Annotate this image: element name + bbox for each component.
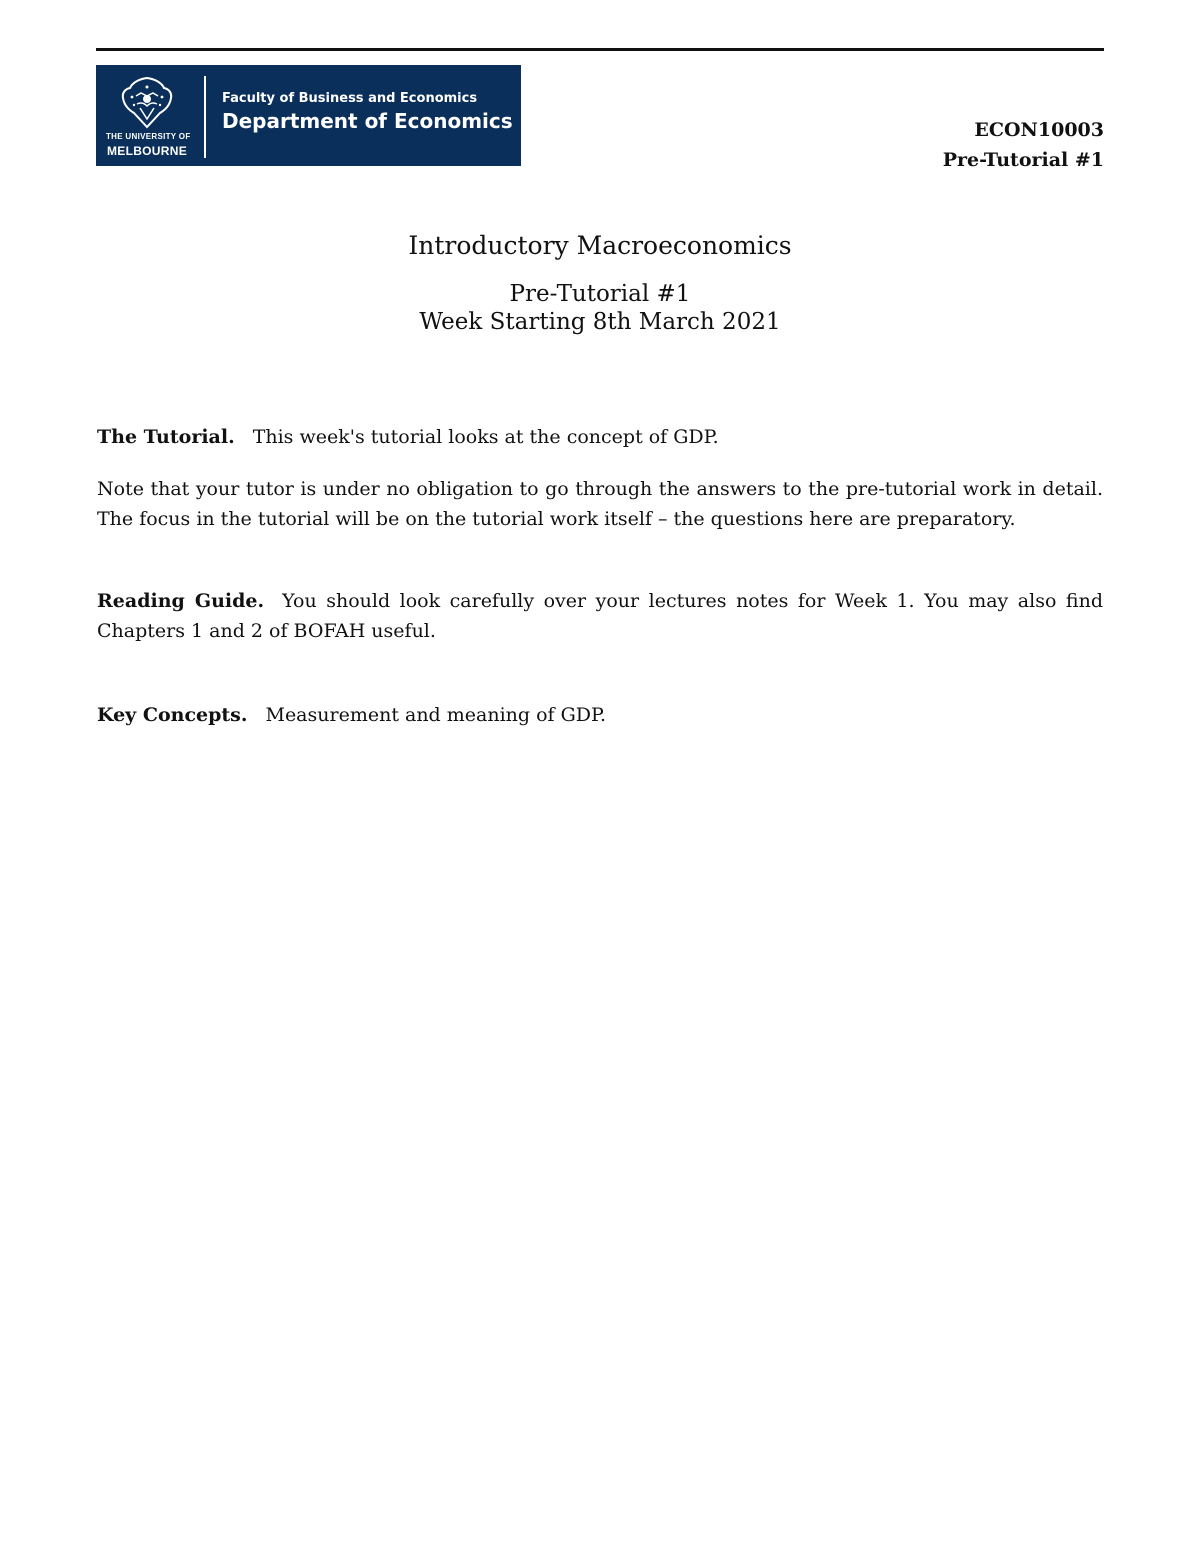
university-label-top: THE UNIVERSITY OF [106, 132, 191, 141]
key-concepts-text: Measurement and meaning of GDP. [265, 704, 606, 726]
university-crest-icon [117, 75, 177, 131]
department-name: Department of Economics [222, 109, 513, 133]
department-logo [96, 65, 521, 166]
subtitle-line-1: Pre-Tutorial #1 [509, 281, 691, 307]
reading-guide-text: You should look carefully over your lectures notes for Week 1. You may also find Chapters 1 and 2 of BOFAH useful. [97, 590, 1103, 642]
tutorial-paragraph [97, 422, 1103, 452]
university-crest [106, 75, 191, 158]
reading-guide-paragraph [97, 586, 1103, 646]
title-block [0, 228, 1200, 336]
document-title: Introductory Macroeconomics [408, 231, 792, 260]
logo-divider [204, 76, 206, 158]
faculty-name: Faculty of Business and Economics [222, 91, 478, 106]
course-code: ECON10003 [974, 119, 1104, 141]
subtitle-line-2: Week Starting 8th March 2021 [419, 309, 781, 335]
reading-guide-heading: Reading Guide. [97, 590, 265, 612]
tutorial-heading: The Tutorial. [97, 426, 235, 448]
university-label-name: MELBOURNE [106, 144, 188, 158]
document-content [97, 422, 1103, 730]
course-meta [943, 115, 1104, 175]
document-subtitle [0, 280, 1200, 336]
key-concepts-paragraph [97, 700, 1103, 730]
key-concepts-heading: Key Concepts. [97, 704, 248, 726]
tutorial-number: Pre-Tutorial #1 [942, 149, 1104, 171]
tutorial-text: This week's tutorial looks at the concept of GDP. [252, 426, 719, 448]
note-paragraph: Note that your tutor is under no obligation to go through the answers to the pre-tutorial work in detail. The focus in the tutorial will be on the tutorial work itself – the questions here are preparatory. [97, 478, 1103, 530]
top-rule [96, 48, 1104, 51]
